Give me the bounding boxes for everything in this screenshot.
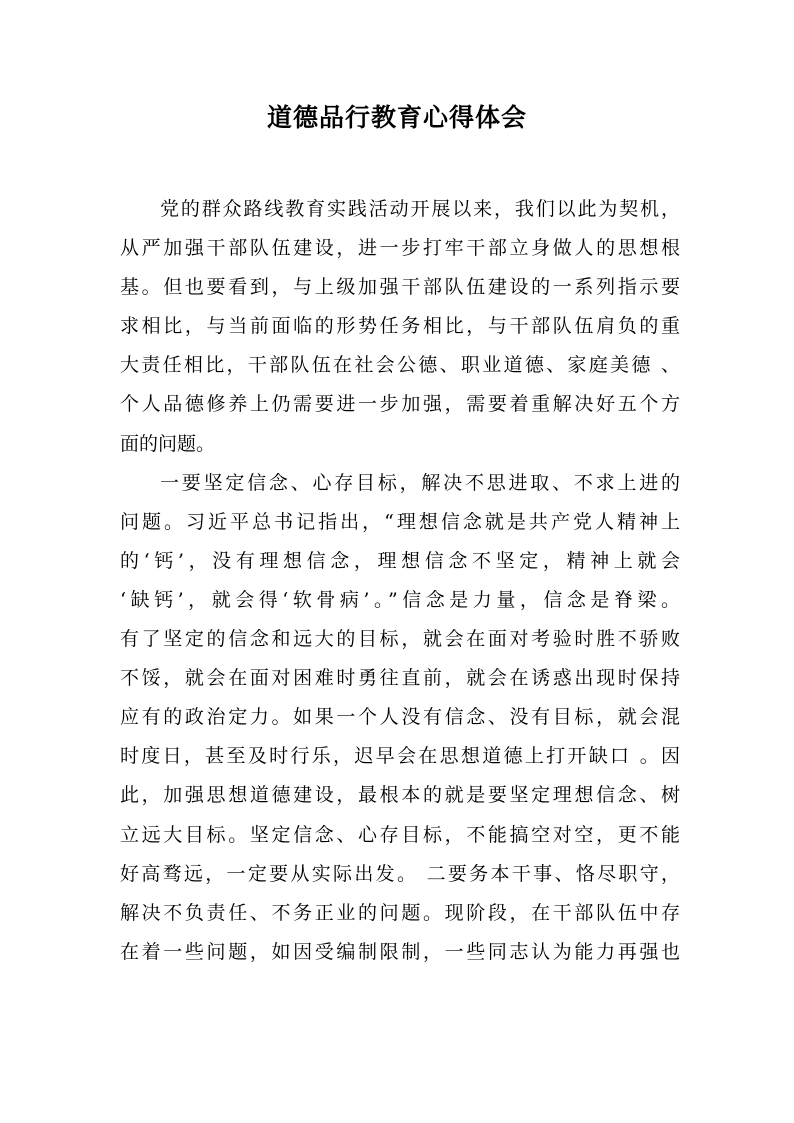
document-body [120,190,680,972]
paragraph-line: 基。但也要看到，与上级加强干部队伍建设的一系列指示要 [120,276,680,299]
paragraph-line: 此，加强思想道德建设，最根本的就是要坚定理想信念、树 [120,784,680,807]
paragraph-line: 面的问题。 [120,432,216,455]
paragraph-line: 好高骛远，一定要从实际出发。 二要务本干事、恪尽职守， [120,862,680,885]
paragraph-line: 个人品德修养上仍需要进一步加强，需要着重解决好五个方 [120,393,680,416]
paragraph-line: 应有的政治定力。如果一个人没有信念、没有目标，就会混 [120,706,680,729]
paragraph-line: 党的群众路线教育实践活动开展以来，我们以此为契机， [160,198,680,220]
paragraph-line: 有了坚定的信念和远大的目标，就会在面对考验时胜不骄败 [120,628,680,651]
paragraph-line: 解决不负责任、不务正业的问题。现阶段，在干部队伍中存 [120,901,680,924]
paragraph-line: 大责任相比，干部队伍在社会公德、职业道德、家庭美德 、 [120,354,680,377]
paragraph-line: 求相比，与当前面临的形势任务相比，与干部队伍肩负的重 [120,315,680,338]
paragraph-line: 一要坚定信念、心存目标，解决不思进取、不求上进的 [160,471,680,494]
paragraph-line: 立远大目标。坚定信念、心存目标，不能搞空对空，更不能 [120,823,680,846]
document-title: 道德品行教育心得体会 [266,103,527,132]
paragraph-line: ‘缺钙’，就会得‘软骨病’。”信念是力量，信念是脊梁。 [120,588,680,611]
paragraph-line: 在着一些问题，如因受编制限制，一些同志认为能力再强也 [120,940,680,963]
paragraph-line: 问题。习近平总书记指出，“理想信念就是共产党人精神上 [120,510,680,533]
paragraph-line: 的‘钙’，没有理想信念，理想信念不坚定，精神上就会 [120,549,680,572]
paragraph-line: 不馁，就会在面对困难时勇往直前，就会在诱惑出现时保持 [120,667,680,690]
paragraph-line: 时度日，甚至及时行乐，迟早会在思想道德上打开缺口 。因 [120,745,680,768]
paragraph-line: 从严加强干部队伍建设，进一步打牢干部立身做人的思想根 [120,237,680,260]
